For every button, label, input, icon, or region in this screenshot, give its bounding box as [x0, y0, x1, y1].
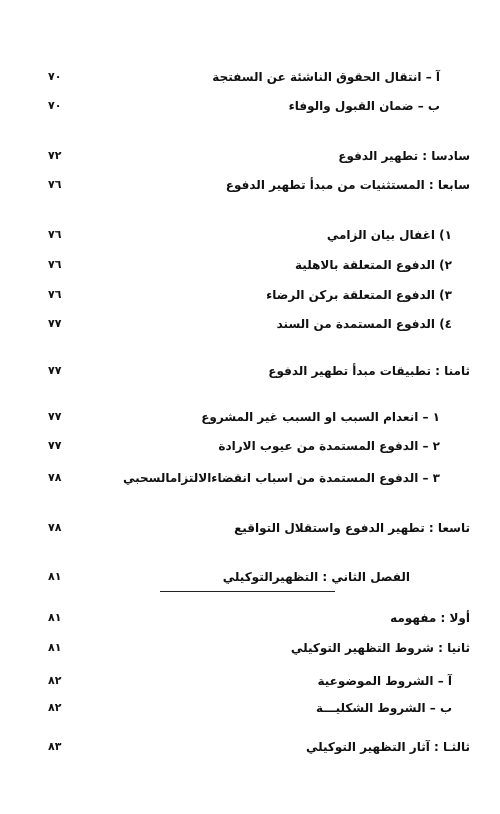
entry-text: ب – الشروط الشكليـــة: [316, 701, 452, 715]
toc-entry: [40, 285, 470, 305]
page-number: ٨١: [48, 611, 62, 624]
toc-entry: [40, 608, 470, 628]
toc-entry: [40, 146, 470, 166]
entry-text: ١) اغفال بيان الزامي: [326, 228, 452, 242]
toc-entry: [40, 225, 470, 245]
page-number: ٨١: [48, 570, 62, 583]
entry-text: ب – ضمان القبول والوفاء: [288, 99, 440, 113]
page-number: ٧٠: [48, 99, 62, 112]
page-number: ٧٦: [48, 258, 62, 271]
toc-entry: [40, 96, 470, 116]
page-number: ٨٢: [48, 701, 62, 714]
entry-text: ٢ – الدفوع المستمدة من عيوب الارادة: [218, 439, 440, 453]
toc-entry: [40, 407, 470, 427]
toc-entry: [40, 436, 470, 456]
entry-text: أولا : مفهومه: [390, 611, 470, 625]
entry-text: ثامنا : تطبيقات مبدأ تطهير الدفوع: [268, 364, 470, 378]
entry-text: ثالثـا : آثار التظهير التوكيلي: [305, 740, 470, 754]
entry-text: ٣ – الدفوع المستمدة من اسباب انقضاءالالتزامالسحبي: [122, 471, 440, 485]
page-number: ٨٣: [48, 740, 62, 753]
page-number: ٧٧: [48, 317, 62, 330]
toc-entry: [40, 638, 470, 658]
toc-entry: [40, 314, 470, 334]
entry-text: ٢) الدفوع المتعلقة بالاهلية: [295, 258, 452, 272]
entry-text: ١ – انعدام السبب او السبب غير المشروع: [201, 410, 440, 424]
entry-text: تاسعا : تطهير الدفوع واستقلال التواقيع: [234, 521, 470, 535]
page-number: ٧٢: [48, 149, 62, 162]
toc-entry: [40, 698, 470, 718]
page-number: ٧٧: [48, 410, 62, 423]
entry-text: ثانيا : شروط التظهير التوكيلي: [290, 641, 470, 655]
toc-entry: [40, 468, 470, 488]
entry-text: ٤) الدفوع المستمدة من السند: [276, 317, 452, 331]
entry-text: آ – الشروط الموضوعية: [317, 674, 452, 688]
page-number: ٨٢: [48, 674, 62, 687]
toc-entry: [40, 255, 470, 275]
page-number: ٧٠: [48, 70, 62, 83]
toc-entry: [40, 67, 470, 87]
page-number: ٧٦: [48, 228, 62, 241]
toc-entry: [40, 567, 470, 587]
toc-entry: [40, 518, 470, 538]
entry-text: سابعا : المستثنيات من مبدأ تطهير الدفوع: [225, 178, 470, 192]
page-number: ٧٧: [48, 364, 62, 377]
toc-entry: [40, 175, 470, 195]
chapter-heading: الفصل الثاني : التظهيرالتوكيلي: [222, 570, 410, 584]
entry-text: سادسا : تطهير الدفوع: [338, 149, 470, 163]
chapter-underline: [160, 591, 335, 592]
page-number: ٨١: [48, 641, 62, 654]
page-number: ٧٨: [48, 521, 62, 534]
toc-entry: [40, 671, 470, 691]
page-number: ٧٦: [48, 288, 62, 301]
page-number: ٧٧: [48, 439, 62, 452]
toc-entry: [40, 737, 470, 757]
entry-text: ٣) الدفوع المتعلقة بركن الرضاء: [266, 288, 452, 302]
toc-entry: [40, 361, 470, 381]
page-number: ٧٦: [48, 178, 62, 191]
page-number: ٧٨: [48, 471, 62, 484]
entry-text: آ – انتقال الحقوق الناشئة عن السفتجة: [212, 70, 440, 84]
